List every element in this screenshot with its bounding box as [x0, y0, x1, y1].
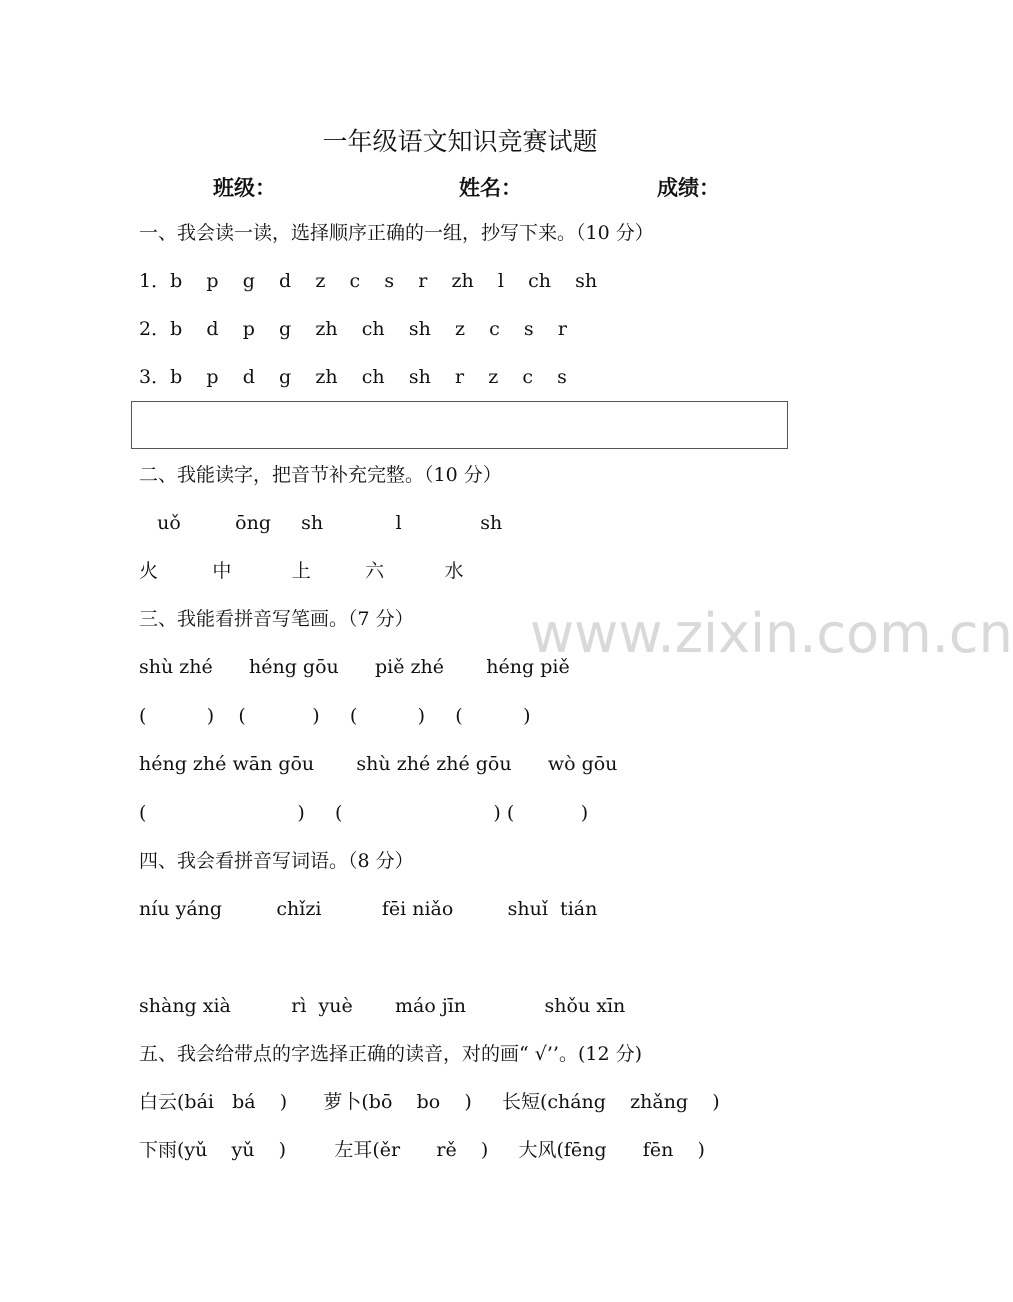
- section-1-heading: 一、我会读一读，选择顺序正确的一组，抄写下来。（10 分）: [139, 222, 654, 244]
- section-2-heading: 二、我能读字，把音节补充完整。（10 分）: [139, 464, 502, 486]
- section-5-row-1: 白云(bái bá ) 萝卜(bō bo ) 长短(cháng zhǎng ): [139, 1091, 720, 1113]
- section-1-option-2: 2．b d p g zh ch sh z c s r: [139, 318, 567, 340]
- section-4-row-1: níu yáng chǐzi fēi niǎo shuǐ tián: [139, 898, 598, 920]
- section-1-option-3: 3．b p d g zh ch sh r z c s: [139, 366, 567, 388]
- section-1-option-1: 1．b p g d z c s r zh l ch sh: [139, 270, 598, 292]
- section-3-heading: 三、我能看拼音写笔画。（7 分）: [139, 608, 414, 630]
- section-3-blanks-1: ( ) ( ) ( ) ( ): [139, 705, 531, 727]
- page-title: 一年级语文知识竞赛试题: [322, 127, 598, 156]
- section-4-row-2: shàng xià rì yuè máo jīn shǒu xīn: [139, 995, 626, 1017]
- watermark: www.zixin.com.cn: [530, 602, 1013, 665]
- answer-box[interactable]: [131, 401, 788, 449]
- score-label: 成绩：: [657, 176, 720, 200]
- section-4-heading: 四、我会看拼音写词语。（8 分）: [139, 850, 414, 872]
- section-2-pinyin: uǒ ōng sh l sh: [139, 512, 503, 534]
- class-label: 班级：: [213, 176, 276, 200]
- section-3-blanks-2: ( ) ( ) ( ): [139, 802, 589, 824]
- section-3-row-2: héng zhé wān gōu shù zhé zhé gōu wò gōu: [139, 753, 618, 775]
- section-5-heading: 五、我会给带点的字选择正确的读音，对的画“ √’’。(12 分): [139, 1043, 642, 1065]
- section-2-chars: 火 中 上 六 水: [139, 560, 464, 582]
- section-5-row-2: 下雨(yǔ yǔ ) 左耳(ěr rě ) 大风(fēng fēn ): [139, 1139, 705, 1161]
- section-3-row-1: shù zhé héng gōu piě zhé héng piě: [139, 656, 570, 678]
- name-label: 姓名：: [459, 176, 522, 200]
